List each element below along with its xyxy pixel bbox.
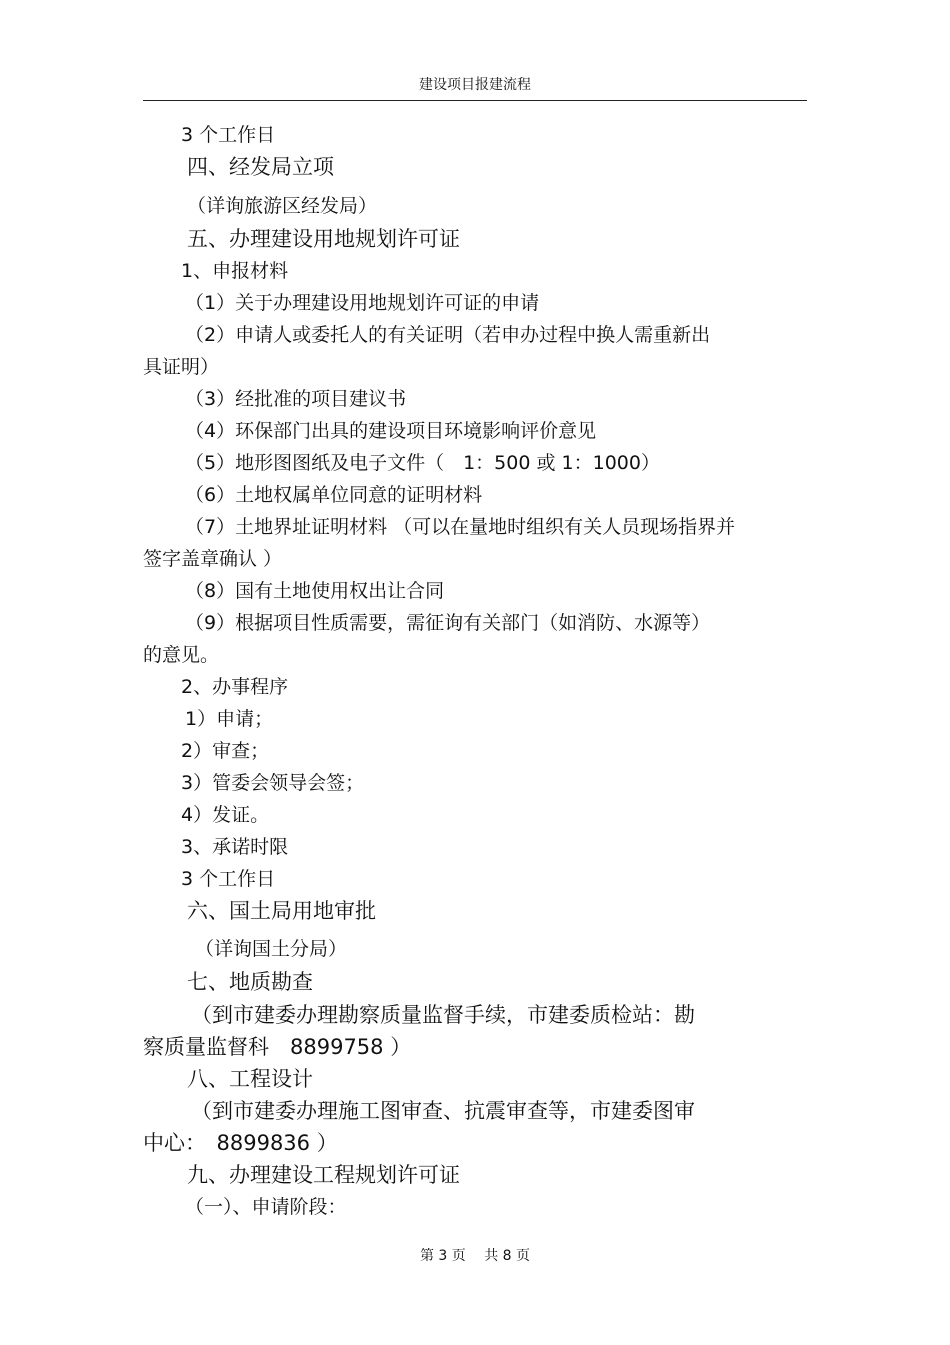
text-line: 3 个工作日 bbox=[181, 124, 276, 146]
procedure-step: 2）审查； bbox=[181, 740, 270, 762]
list-item: （1）关于办理建设用地规划许可证的申请 bbox=[185, 292, 540, 314]
subsection-heading: 1、申报材料 bbox=[181, 260, 289, 282]
text-line-continuation: 察质量监督科 8899758 ） bbox=[143, 1035, 412, 1059]
list-item: （8）国有土地使用权出让合同 bbox=[185, 580, 445, 602]
list-item: （6）土地权属单位同意的证明材料 bbox=[185, 484, 483, 506]
section-heading: 四、经发局立项 bbox=[187, 155, 334, 179]
subsection-heading: （一）、申请阶段： bbox=[185, 1196, 347, 1218]
text-line: 3 个工作日 bbox=[181, 868, 276, 890]
section-heading: 七、地质勘查 bbox=[187, 970, 313, 994]
text-line: （到市建委办理勘察质量监督手续，市建委质检站：勘 bbox=[191, 1003, 695, 1027]
procedure-step: 4）发证。 bbox=[181, 804, 270, 826]
text-line: （详询国土分局） bbox=[195, 938, 348, 960]
subsection-heading: 2、办事程序 bbox=[181, 676, 289, 698]
section-heading: 九、办理建设工程规划许可证 bbox=[187, 1163, 460, 1187]
section-heading: 八、工程设计 bbox=[187, 1067, 313, 1091]
section-heading: 六、国土局用地审批 bbox=[187, 899, 376, 923]
list-item: （9）根据项目性质需要，需征询有关部门（如消防、水源等） bbox=[185, 612, 711, 634]
procedure-step: 3）管委会领导会签； bbox=[181, 772, 365, 794]
text-line: （到市建委办理施工图审查、抗震审查等，市建委图审 bbox=[191, 1099, 695, 1123]
list-item: （2）申请人或委托人的有关证明（若申办过程中换人需重新出 bbox=[185, 324, 711, 346]
list-item: （3）经批准的项目建议书 bbox=[185, 388, 407, 410]
subsection-heading: 3、承诺时限 bbox=[181, 836, 289, 858]
list-item-continuation: 签字盖章确认 ） bbox=[143, 548, 283, 570]
list-item-continuation: 具证明） bbox=[143, 356, 220, 378]
header-divider bbox=[143, 100, 807, 101]
list-item: （7）土地界址证明材料 （可以在量地时组织有关人员现场指界并 bbox=[185, 516, 736, 538]
list-item-continuation: 的意见。 bbox=[143, 644, 220, 666]
text-line-continuation: 中心： 8899836 ） bbox=[143, 1131, 338, 1155]
list-item: （4）环保部门出具的建设项目环境影响评价意见 bbox=[185, 420, 597, 442]
list-item: （5）地形图图纸及电子文件（ 1：500 或 1：1000） bbox=[185, 452, 660, 474]
page-header-title: 建设项目报建流程 bbox=[419, 77, 531, 93]
page-number: 第 3 页 共 8 页 bbox=[419, 1248, 531, 1264]
section-heading: 五、办理建设用地规划许可证 bbox=[187, 227, 460, 251]
text-line: （详询旅游区经发局） bbox=[187, 195, 378, 217]
procedure-step: 1）申请； bbox=[185, 708, 274, 730]
